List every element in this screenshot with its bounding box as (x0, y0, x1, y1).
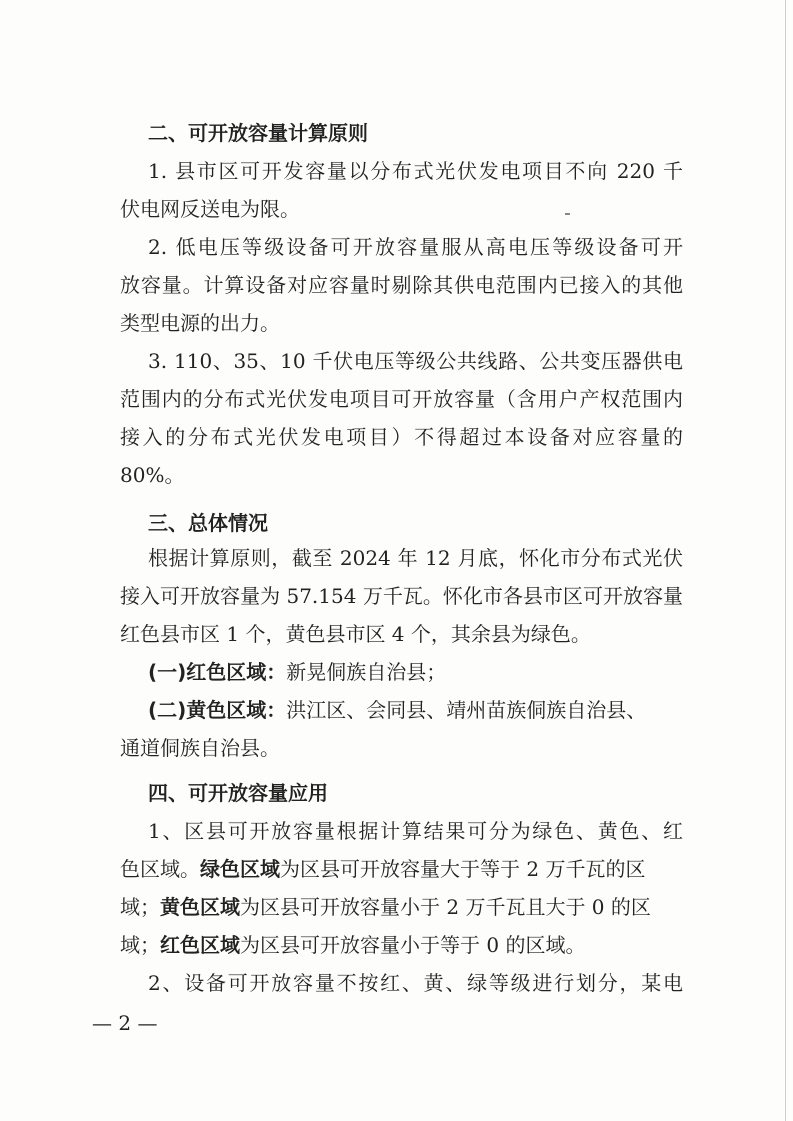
paragraph-line: 2. 低电压等级设备可开放容量服从高电压等级设备可开 (148, 235, 683, 259)
paragraph-line: 接入的分布式光伏发电项目）不得超过本设备对应容量的 (120, 425, 683, 449)
paragraph-line: 2、设备可开放容量不按红、黄、绿等级进行划分，某电 (148, 971, 683, 995)
paragraph-line: 3. 110、35、10 千伏电压等级公共线路、公共变压器供电 (148, 349, 683, 373)
paragraph-line: 域；黄色区域为区县可开放容量小于 2 万千瓦且大于 0 的区 (120, 895, 651, 919)
paragraph-line: 1、区县可开放容量根据计算结果可分为绿色、黄色、红 (148, 819, 683, 843)
paragraph-line: 1. 县市区可开发容量以分布式光伏发电项目不向 220 千 (148, 159, 683, 183)
section-heading-4: 四、可开放容量应用 (148, 781, 328, 805)
paragraph-line: 类型电源的出力。 (120, 311, 280, 335)
paragraph-line: 放容量。计算设备对应容量时剔除其供电范围内已接入的其他 (120, 273, 683, 297)
paragraph-line: 红色县市区 1 个，黄色县市区 4 个，其余县为绿色。 (120, 622, 591, 646)
page-number: — 2 — (92, 1011, 158, 1035)
yellow-region-line: (二)黄色区域：洪江区、会同县、靖州苗族侗族自治县、 (148, 698, 647, 722)
section-heading-2: 二、可开放容量计算原则 (148, 121, 368, 145)
paragraph-line: 根据计算原则，截至 2024 年 12 月底，怀化市分布式光伏 (148, 546, 683, 570)
paragraph-line: 色区域。绿色区域为区县可开放容量大于等于 2 万千瓦的区 (120, 857, 646, 881)
section-heading-3: 三、总体情况 (148, 511, 268, 535)
paragraph-line: 通道侗族自治县。 (120, 736, 280, 760)
scan-speck (565, 213, 570, 215)
red-region-line: (一)红色区域：新晃侗族自治县； (148, 660, 447, 684)
paragraph-line: 接入可开放容量为 57.154 万千瓦。怀化市各县市区可开放容量 (120, 584, 683, 608)
paragraph-line: 80%。 (120, 463, 185, 487)
paragraph-line: 伏电网反送电为限。 (120, 197, 300, 221)
paragraph-line: 范围内的分布式光伏发电项目可开放容量（含用户产权范围内 (120, 387, 683, 411)
paragraph-line: 域；红色区域为区县可开放容量小于等于 0 的区域。 (120, 933, 586, 957)
scan-edge (785, 0, 786, 1121)
